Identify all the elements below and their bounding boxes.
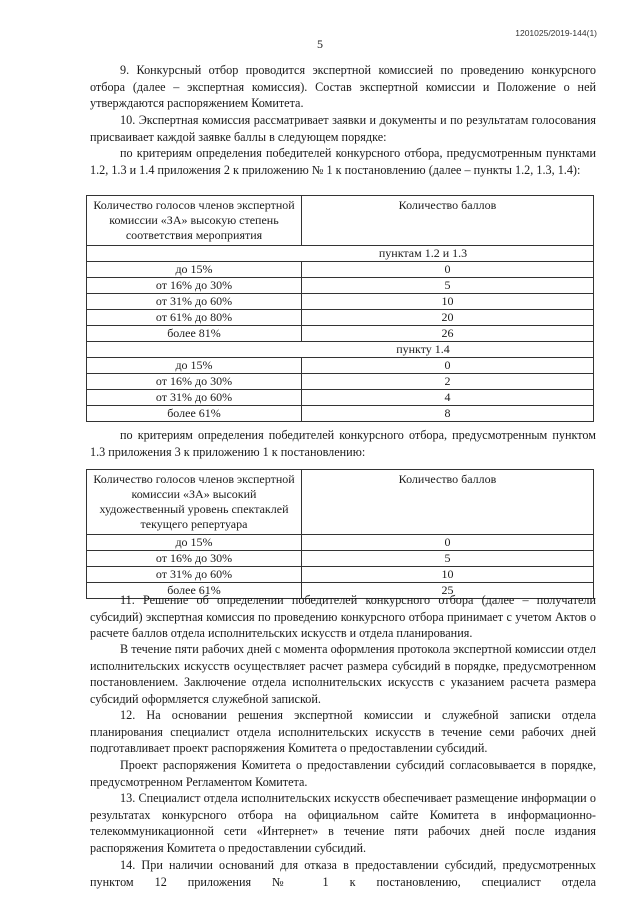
paragraph-13: 13. Специалист отдела исполнительских искусств обеспечивает размещение информации о результатах конкурсного отбора на официальном сайте Комитета в информационно-телекоммуникационной сети «Интернет» в течение пяти рабочих дней после издания распоряжения Комитета о предоставлении субсидий. xyxy=(90,791,596,855)
table-row xyxy=(87,535,594,551)
paragraph-10: 10. Экспертная комиссия рассматривает заявки и документы и по результатам голосования присваивает каждой заявке баллы в следующем порядке: xyxy=(90,113,596,144)
table-cell-range: до 15% xyxy=(87,262,302,278)
table-cell-score: 10 xyxy=(302,294,594,310)
table-cell-range: от 61% до 80% xyxy=(87,310,302,326)
table-cell-range: более 61% xyxy=(87,583,302,599)
table-cell-range: от 31% до 60% xyxy=(87,294,302,310)
table-cell-score: 25 xyxy=(302,583,594,599)
table-cell-score: 10 xyxy=(302,567,594,583)
table-row xyxy=(87,262,594,278)
table-cell-range: более 81% xyxy=(87,326,302,342)
paragraph-9: 9. Конкурсный отбор проводится экспертной комиссией по проведению конкурсного отбора (далее – экспертная комиссия). Состав экспертной комиссии и Положение о ней утверждаются распоряжением Комитета. xyxy=(90,63,596,111)
table-cell-score: 26 xyxy=(302,326,594,342)
table-row xyxy=(87,567,594,583)
table-cell-range: до 15% xyxy=(87,358,302,374)
table-header-row xyxy=(87,470,594,535)
table-cell-score: 4 xyxy=(302,390,594,406)
table-row xyxy=(87,374,594,390)
scores-table-1 xyxy=(86,195,594,422)
table-row xyxy=(87,551,594,567)
table-section-title: пунктам 1.2 и 1.3 xyxy=(87,246,594,262)
table-cell-score: 0 xyxy=(302,535,594,551)
table-header-score: Количество баллов xyxy=(302,470,594,535)
paragraph-11: 11. Решение об определении победителей конкурсного отбора (далее – получатели субсидий) экспертная комиссия по проведению конкурсного отбора принимает с учетом Актов о расчете баллов отдела исполнительских искусств и отдела планирования. xyxy=(90,593,596,641)
scores-table-2 xyxy=(86,469,594,599)
table-row xyxy=(87,406,594,422)
table-row xyxy=(87,294,594,310)
table-cell-range: от 16% до 30% xyxy=(87,278,302,294)
table-row xyxy=(87,390,594,406)
table-row xyxy=(87,278,594,294)
document-number: 1201025/2019-144(1) xyxy=(515,28,597,38)
table-cell-range: более 61% xyxy=(87,406,302,422)
table-header-score: Количество баллов xyxy=(302,196,594,246)
paragraph-criteria-1: по критериям определения победителей конкурсного отбора, предусмотренным пунктами 1.2, 1.3 и 1.4 приложения 2 к приложению № 1 к постановлению (далее – пункты 1.2, 1.3, 1.4): xyxy=(90,146,596,177)
table-row xyxy=(87,326,594,342)
paragraph-12-approval: Проект распоряжения Комитета о предоставлении субсидий согласовывается в порядке, предусмотренном Регламентом Комитета. xyxy=(90,758,596,789)
table-cell-score: 5 xyxy=(302,551,594,567)
table-row xyxy=(87,310,594,326)
table-cell-score: 5 xyxy=(302,278,594,294)
paragraph-criteria-2: по критериям определения победителей конкурсного отбора, предусмотренным пунктом 1.3 приложения 3 к приложению 1 к постановлению: xyxy=(90,428,596,459)
table-header-votes: Количество голосов членов экспертной комиссии «ЗА» высокий художественный уровень спектаклей текущего репертуара xyxy=(87,470,302,535)
table-cell-range: от 31% до 60% xyxy=(87,390,302,406)
paragraph-11-calc: В течение пяти рабочих дней с момента оформления протокола экспертной комиссии отдел исполнительских искусств осуществляет расчет размера субсидий в порядке, предусмотренном постановлением. Заключение отдела исполнительских искусств с указанием расчета размера субсидий оформляется служебной запиской. xyxy=(90,642,596,706)
table-cell-range: от 16% до 30% xyxy=(87,551,302,567)
paragraph-14: 14. При наличии оснований для отказа в предоставлении субсидий, предусмотренных пунктом 12 приложения № 1 к постановлению, специалист отдела xyxy=(90,858,596,889)
page-number: 5 xyxy=(317,37,323,51)
table-cell-range: от 16% до 30% xyxy=(87,374,302,390)
table-header-votes: Количество голосов членов экспертной комиссии «ЗА» высокую степень соответствия мероприятия xyxy=(87,196,302,246)
table-row xyxy=(87,358,594,374)
table-cell-range: до 15% xyxy=(87,535,302,551)
table-cell-score: 2 xyxy=(302,374,594,390)
table-cell-score: 0 xyxy=(302,262,594,278)
table-header-row xyxy=(87,196,594,246)
paragraph-12: 12. На основании решения экспертной комиссии и служебной записки отдела планирования специалист отдела исполнительских искусств в течение семи рабочих дней подготавливает проект распоряжения Комитета о предоставлении субсидий. xyxy=(90,708,596,756)
table-cell-score: 8 xyxy=(302,406,594,422)
table-cell-range: от 31% до 60% xyxy=(87,567,302,583)
table-cell-score: 20 xyxy=(302,310,594,326)
table-section-title: пункту 1.4 xyxy=(87,342,594,358)
table-cell-score: 0 xyxy=(302,358,594,374)
